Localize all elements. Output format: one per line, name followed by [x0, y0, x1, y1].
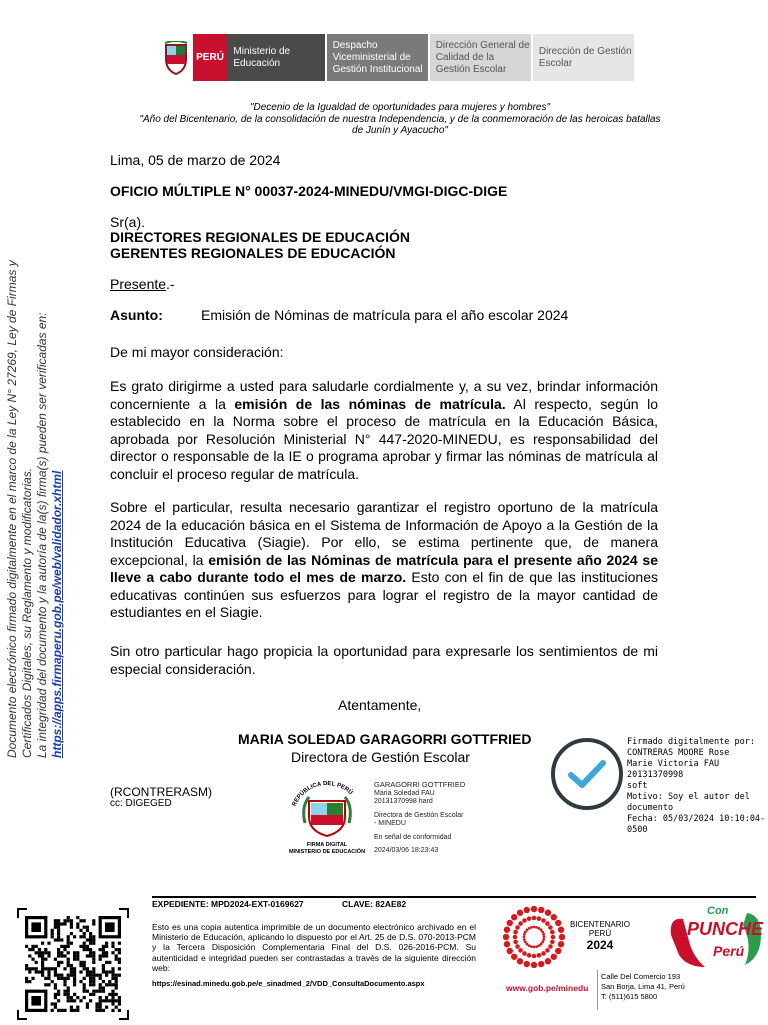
cc: cc: DIGEGED: [110, 798, 172, 809]
direccion-label: Dirección de Gestión Escolar: [533, 34, 634, 81]
recipient-2: GERENTES REGIONALES DE EDUCACIÓN: [110, 245, 396, 261]
recipient-1: DIRECTORES REGIONALES DE EDUCACIÓN: [110, 229, 410, 245]
digital-signature-info: Firmado digitalmente por: CONTRERAS MOORE Rose Marie Victoria FAU 20131370998 soft Motivo: Soy el autor del documento Fecha: 05/03/2024 10:10:04-0500: [627, 737, 766, 835]
decenio-line2: "Año del Bicentenario, de la consolidación de nuestra Independencia, y de la conmemoración de las heroicas batallas de Junín y Ayacucho": [139, 113, 661, 136]
greeting: De mi mayor consideración:: [110, 344, 284, 360]
salutation: Sr(a).: [110, 214, 145, 230]
sidebar-line2: La integridad del documento y la autoría de la(s) firma(s) pueden ser verificadas en:: [35, 312, 49, 758]
paragraph-2: Sobre el particular, resulta necesario garantizar el registro oportuno de la matrícula 2024 de la educación básica en el Sistema de Información de Apoyo a la Gestión de la Institución Educativa (Siagie). Por ello, se estima pertinente que, de manera excepcional, la emisión de las Nóminas de matrícula para el presente año 2024 se lleve a cabo durante todo el mes de marzo. Esto con el fin de que las instituciones educativas continúen sus esfuerzos para lograr el registro de la mayor cantidad de estudiantes en el Siagie.: [110, 499, 658, 620]
signer-title: Directora de Gestión Escolar: [291, 749, 470, 765]
asunto-text: Emisión de Nóminas de matrícula para el año escolar 2024: [201, 307, 569, 323]
signer-name: MARIA SOLEDAD GARAGORRI GOTTFRIED: [238, 731, 532, 747]
decenio-header: [100, 102, 700, 137]
paragraph-1: Es grato dirigirme a usted para saludarle cordialmente y, a su vez, brindar información concerniente a la emisión de las nóminas de matrícula. Al respecto, según lo establecido en la Norma sobre el proceso de matrícula en la Educación Básica, aprobada por Resolución Ministerial N° 447-2020-MINEDU, es responsabilidad del director o responsable de la IE o programa aprobar y firmar las nóminas de matrícula al concluir el proceso regular de matrícula.: [110, 378, 658, 482]
checkmark-icon: [551, 738, 623, 810]
validator-link[interactable]: https://apps.firmaperu.gob.pe/web/validador.xhtml: [50, 470, 64, 758]
bicentenario-text: BICENTENARIO PERÚ 2024: [569, 920, 630, 952]
peru-label: PERÚ: [193, 34, 228, 81]
expediente: EXPEDIENTE: MPD2024-EXT-0169627: [152, 899, 304, 909]
ministry-label: Ministerio de Educación: [227, 34, 324, 81]
despacho-label: Despacho Viceministerial de Gestión Institucional: [327, 34, 428, 81]
con-punche-peru-logo: Con PUNCHE Perú: [665, 905, 765, 975]
presente: Presente.-: [110, 276, 175, 292]
footer-divider: [152, 896, 756, 898]
digital-signature-notice: [5, 238, 65, 758]
website-link[interactable]: www.gob.pe/minedu: [506, 983, 589, 993]
address: Calle Del Comercio 193 San Borja, Lima 41, Perú T: (511)615 5800: [601, 972, 685, 1001]
qr-code-icon: [17, 908, 129, 1020]
closing: Atentamente,: [338, 697, 422, 713]
bicentenario-logo-icon: [503, 906, 565, 968]
digital-seal: [283, 777, 371, 865]
asunto-label: Asunto:: [110, 307, 163, 323]
sidebar-line1: Documento electrónico firmado digitalmente en el marco de la Ley N° 27269, Ley de Firmas y Certificados Digitales, su Reglamento y modificatorias.: [5, 260, 34, 758]
seal-ministerio: MINISTERIO DE EDUCACIÓN: [288, 848, 366, 855]
paragraph-3: Sin otro particular hago propicia la oportunidad para expresarle los sentimientos de mi especial consideración.: [110, 643, 658, 677]
verification-url[interactable]: https://esinad.minedu.gob.pe/e_sinadmed_2/VDD_ConsultaDocumento.aspx: [152, 979, 425, 988]
seal-firma: FIRMA DIGITAL: [306, 842, 348, 848]
initials: (RCONTRERASM): [110, 785, 212, 799]
oficio-number: OFICIO MÚLTIPLE N° 00037-2024-MINEDU/VMGI-DIGC-DIGE: [110, 183, 508, 199]
stamp-details: GARAGORRI GOTTFRIED Maria Soledad FAU 20131370998 hard Directora de Gestión Escolar - MINEDU En señal de conformidad 2024/03/06 18:23:43: [374, 780, 466, 854]
direccion-general-label: Dirección General de Calidad de la Gestión Escolar: [430, 34, 531, 81]
peru-shield-icon: [160, 34, 193, 81]
place-date: Lima, 05 de marzo de 2024: [110, 152, 281, 168]
authenticity-text: Esto es una copia autentica imprimible de un documento electrónico archivado en el Ministerio de Educación, aplicando lo dispuesto por el Art. 25 de D.S. 070-2013-PCM y la Tercera Disposición Complementaria Final del D.S. 026-2016-PCM. Su autenticidad e integridad pueden ser contrastadas a través de la siguiente dirección web:: [152, 922, 476, 973]
clave: CLAVE: 82AE82: [342, 899, 407, 909]
decenio-line1: "Decenio de la Igualdad de oportunidades para mujeres y hombres": [249, 102, 551, 113]
header-banner: [160, 34, 634, 81]
seal-republic: REPÚBLICA DEL PERÚ: [291, 780, 354, 808]
